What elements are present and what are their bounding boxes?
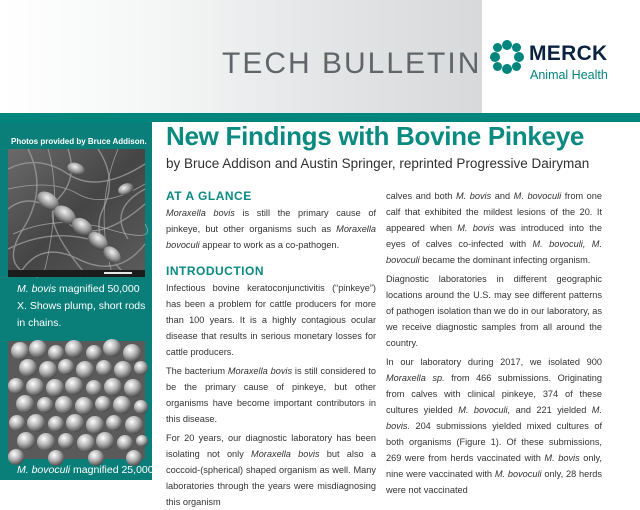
col2-paragraph-2: Diagnostic laboratories in different geographic locations around the U.S. may see different patterns of pathogen isolation than we do in our laboratory, as we receive diagnostic samples from all around the country. (386, 274, 602, 348)
body-text: calves and both (386, 191, 456, 201)
species-name: Moraxella bovis (227, 366, 293, 376)
intro-text: For 20 years, our diagnostic laboratory has been isolating not only (166, 433, 376, 459)
article-column-1 (166, 188, 376, 510)
species-name: Moraxella bovis (251, 449, 320, 459)
species-name: M. bovis (544, 453, 580, 463)
species-name: Moraxella bovoculi (166, 224, 376, 250)
m-bovis-caption-species: M. bovis (17, 283, 57, 295)
intro-paragraph-1: Infectious bovine keratoconjunctivitis (“pinkeye”) has been a problem for cattle producers for more than 100 years. It is a highly contagious ocular disease that results in serious monetary losses for cattle producers. (166, 283, 376, 357)
species-name: M. bovoculi, M. bovoculi (386, 239, 602, 265)
article-column-2 (386, 188, 602, 498)
body-text: and 221 yielded (510, 405, 592, 415)
body-text: only, 28 herds were not vaccinated (386, 469, 602, 495)
article-title: New Findings with Bovine Pinkeye (166, 121, 585, 151)
species-name: M. bovoculi (494, 469, 542, 479)
body-text: was introduced into the eyes of calves co-infected with (386, 223, 602, 249)
section-heading-introduction: INTRODUCTION (166, 264, 264, 278)
col2-paragraph-1 (386, 188, 602, 268)
body-text: and (491, 191, 514, 201)
species-name: M. bovoculi, (458, 405, 511, 415)
species-name: M. bovis (455, 191, 492, 201)
species-name: Moraxella bovis (166, 208, 235, 218)
body-text: became the dominant infecting organism. (419, 255, 591, 265)
glance-text: is still the primary cause of pinkeye, but other organisms such as (166, 208, 376, 234)
bulletin-header (0, 0, 640, 113)
article-byline: by Bruce Addison and Austin Springer, reprinted Progressive Dairyman (166, 156, 590, 171)
merck-logo-name: MERCK (529, 42, 608, 65)
m-bovis-caption (17, 281, 147, 332)
species-name: M. bovoculi (513, 191, 562, 201)
col2-paragraph-3 (386, 354, 602, 498)
merck-mark-icon (490, 40, 524, 74)
m-bovis-micrograph (8, 149, 145, 277)
section-heading-at-a-glance: AT A GLANCE (166, 189, 252, 203)
merck-logo-subtitle: Animal Health (530, 68, 608, 82)
photo-credit: Photos provided by Bruce Addison. (11, 137, 147, 146)
body-text: only, nine were vaccinated with (386, 453, 602, 479)
species-name: M. bovis. (386, 405, 603, 431)
species-name: M. bovis (457, 223, 495, 233)
m-bovoculi-caption (17, 462, 167, 479)
glance-text: appear to work as a co-pathogen. (199, 240, 340, 250)
body-text: from 466 submissions. Originating from calves with clinical pinkeye, 374 of these cultures yielded (386, 373, 602, 415)
body-text: 204 submissions yielded mixed cultures of both organisms (Figure 1). Of these submissions, 269 were from herds vaccinated with (386, 421, 602, 463)
body-text: In our laboratory during 2017, we isolated 900 (386, 357, 602, 367)
bulletin-title: TECH BULLETIN (222, 47, 482, 80)
species-name: Moraxella sp. (386, 373, 445, 383)
intro-paragraph-3 (166, 430, 376, 510)
m-bovoculi-caption-text: magnified 25,000 X. (70, 464, 167, 476)
intro-paragraph-2 (166, 363, 376, 427)
intro-text: The bacterium (166, 366, 228, 376)
intro-text: but also a coccoid-(spherical) shaped organism as well. Many laboratories through the years were misdiagnosing this organism (166, 449, 376, 507)
glance-paragraph (166, 205, 376, 253)
m-bovis-caption-text: magnified 50,000 X. Shows plump, short rods in chains. (17, 283, 146, 329)
intro-text: is still considered to be the primary cause of pinkeye, but other organisms have become important contributors in this disease. (166, 366, 377, 424)
m-bovoculi-micrograph (8, 341, 145, 459)
body-text: from one calf that exhibited the mildest lesions of the 20. It appeared when (386, 191, 602, 233)
merck-logo (490, 38, 635, 88)
m-bovoculi-caption-species: M. bovoculi (17, 464, 71, 476)
